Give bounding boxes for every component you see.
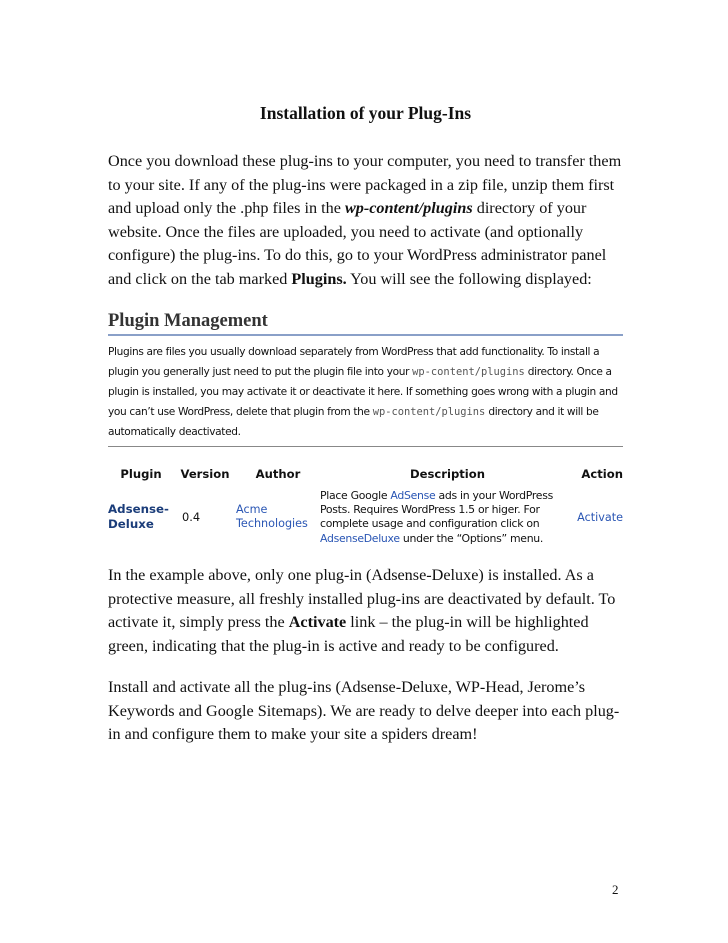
- plugin-author-link[interactable]: Acme Technologies: [236, 503, 308, 531]
- plugin-description: [320, 489, 575, 546]
- intro-paragraph: [108, 150, 623, 292]
- plugin-desc-text-3: under the “Options” menu.: [399, 531, 544, 545]
- activate-link[interactable]: Activate: [577, 510, 623, 524]
- desc-text-1: Plugins are files you usually download separately from WordPress that add functionality. To install a plugin you generally just need to put the plugin file into your: [108, 346, 600, 378]
- plugin-management-description: [108, 336, 623, 447]
- plugin-version: 0.4: [182, 510, 201, 525]
- column-header-description: Description: [410, 467, 485, 481]
- table-row: [108, 489, 623, 546]
- plugin-desc-text-1: Place Google: [320, 489, 391, 502]
- desc-text-2: directory. Once a plugin is installed, you may activate it or deactivate it here. If something goes wrong with a plugin and you can’t use WordPress, delete that plugin from the: [108, 366, 618, 418]
- adsensedeluxe-link[interactable]: AdsenseDeluxe: [320, 531, 400, 545]
- column-header-action: Action: [581, 467, 623, 481]
- document-title: Installation of your Plug-Ins: [259, 103, 472, 123]
- table-header-row: [108, 467, 623, 489]
- plugin-management-heading: Plugin Management: [108, 308, 623, 336]
- intro-text-3: You will see the following displayed:: [346, 269, 592, 288]
- column-header-plugin: Plugin: [120, 467, 162, 481]
- plugins-path: wp-content/plugins: [344, 199, 473, 218]
- desc-code-path-2: wp-content/plugins: [372, 406, 486, 418]
- column-header-version: Version: [180, 467, 230, 481]
- adsense-link[interactable]: AdSense: [390, 489, 436, 502]
- desc-code-path-1: wp-content/plugins: [412, 366, 525, 378]
- example-text-1: In the example above, only one plug-in (Adsense-Deluxe) is installed. As a protective measure, all freshly installed plug-ins are deactivated by default. To activate it, simply press the: [108, 566, 616, 632]
- page-number: 2: [612, 882, 619, 897]
- plugins-table: [108, 467, 623, 546]
- plugins-tab-name: Plugins.: [291, 269, 347, 288]
- intro-text-2: directory of your website. Once the files are uploaded, you need to activate (and optionally configure) the plug-ins. To do this, go to your WordPress administrator panel and click on the tab marked: [108, 199, 607, 288]
- column-header-author: Author: [255, 467, 301, 481]
- example-text-2: link – the plug-in will be highlighted green, indicating that the plug-in is active and ready to be configured.: [108, 613, 589, 655]
- plugin-desc-text-2: ads in your WordPress Posts. Requires WordPress 1.5 or higer. For complete usage and configuration click on: [320, 489, 553, 531]
- example-paragraph: [108, 564, 623, 658]
- closing-paragraph: Install and activate all the plug-ins (Adsense-Deluxe, WP-Head, Jerome’s Keywords and Google Sitemaps). We are ready to delve deeper into each plug-in and configure them to make your site a spiders dream!: [108, 678, 620, 744]
- intro-text-1: Once you download these plug-ins to your computer, you need to transfer them to your site. If any of the plug-ins were packaged in a zip file, unzip them first and upload only the .php files in the: [108, 152, 622, 218]
- desc-text-3: directory and it will be automatically deactivated.: [108, 406, 599, 438]
- activate-term: Activate: [288, 613, 347, 632]
- plugin-management-panel: [108, 308, 623, 546]
- plugin-name: Adsense-Deluxe: [108, 502, 169, 532]
